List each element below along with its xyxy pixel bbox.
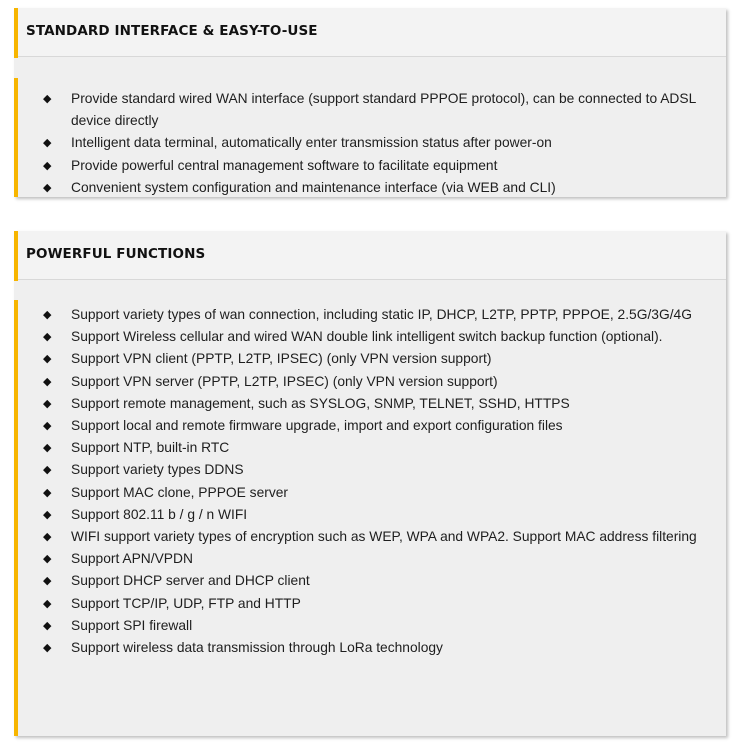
list-item [39,570,712,592]
list-item [39,348,712,370]
diamond-bullet-icon: ◆ [43,575,52,588]
list-item [39,459,712,481]
body-accent-bar [14,78,18,197]
diamond-bullet-icon: ◆ [43,93,52,105]
list-item [39,504,712,526]
list-item-text: Support APN/VPDN [71,551,193,567]
list-item-text: Support 802.11 b / g / n WIFI [71,506,248,522]
list-item-text: Support TCP/IP, UDP, FTP and HTTP [71,595,301,611]
list-item-text: Convenient system configuration and maintenance interface (via WEB and CLI) [71,179,556,195]
list-item [39,371,712,393]
diamond-bullet-icon: ◆ [43,531,52,544]
list-item-text: Support Wireless cellular and wired WAN double link intelligent switch backup function (optional). [71,329,663,345]
list-item [39,482,712,504]
section-title: POWERFUL FUNCTIONS [26,246,206,262]
list-item-text: Support local and remote firmware upgrade, import and export configuration files [71,418,563,434]
list-item-text: Support variety types DDNS [71,462,244,478]
diamond-bullet-icon: ◆ [43,486,52,499]
list-item [39,637,712,659]
diamond-bullet-icon: ◆ [43,309,52,321]
list-item [39,177,712,199]
header-accent-bar [14,8,18,58]
list-item-text: Support NTP, built-in RTC [71,440,230,456]
diamond-bullet-icon: ◆ [43,375,52,388]
list-item-text: Intelligent data terminal, automatically enter transmission status after power-on [71,135,552,151]
list-item [39,326,712,348]
diamond-bullet-icon: ◆ [43,642,52,655]
list-item-text: Support variety types of wan connection, including static IP, DHCP, L2TP, PPTP, PPPOE, 2.5G/3G/4G [71,307,692,322]
body-accent-bar [14,300,18,736]
list-item [39,155,712,177]
list-item [39,548,712,570]
list-item [39,593,712,615]
list-item-text: Provide standard wired WAN interface (support standard PPPOE protocol), can be connected to ADSL device directly [71,91,696,129]
diamond-bullet-icon: ◆ [43,508,52,521]
diamond-bullet-icon: ◆ [43,464,52,477]
list-item [39,437,712,459]
diamond-bullet-icon: ◆ [43,553,52,566]
list-item-text: Support MAC clone, PPPOE server [71,484,289,500]
list-item-text: Support remote management, such as SYSLOG, SNMP, TELNET, SSHD, HTTPS [71,395,570,411]
diamond-bullet-icon: ◆ [43,137,52,150]
list-item-text: Support wireless data transmission through LoRa technology [71,640,443,656]
diamond-bullet-icon: ◆ [43,397,52,410]
section-title: STANDARD INTERFACE & EASY-TO-USE [26,23,318,39]
list-item [39,393,712,415]
diamond-bullet-icon: ◆ [43,442,52,455]
header-accent-bar [14,231,18,281]
list-item-text: Support VPN client (PPTP, L2TP, IPSEC) (only VPN version support) [71,351,492,367]
diamond-bullet-icon: ◆ [43,331,52,344]
diamond-bullet-icon: ◆ [43,597,52,610]
diamond-bullet-icon: ◆ [43,159,52,172]
list-item [39,526,712,548]
section-powerful-functions [14,231,726,736]
list-item-text: Support SPI firewall [71,617,193,633]
list-item [39,615,712,637]
list-item-text: WIFI support variety types of encryption such as WEP, WPA and WPA2. Support MAC address filtering [71,529,697,545]
list-item-text: Provide powerful central management software to facilitate equipment [71,157,498,173]
list-item [39,88,712,132]
diamond-bullet-icon: ◆ [43,619,52,632]
feature-list [39,88,712,199]
list-item [39,415,712,437]
diamond-bullet-icon: ◆ [43,181,52,194]
list-item [39,132,712,154]
diamond-bullet-icon: ◆ [43,353,52,366]
list-item [39,304,712,326]
diamond-bullet-icon: ◆ [43,420,52,433]
list-item-text: Support VPN server (PPTP, L2TP, IPSEC) (only VPN version support) [71,373,498,389]
list-item-text: Support DHCP server and DHCP client [71,573,310,589]
feature-list [39,304,712,659]
section-standard-interface [14,8,726,197]
